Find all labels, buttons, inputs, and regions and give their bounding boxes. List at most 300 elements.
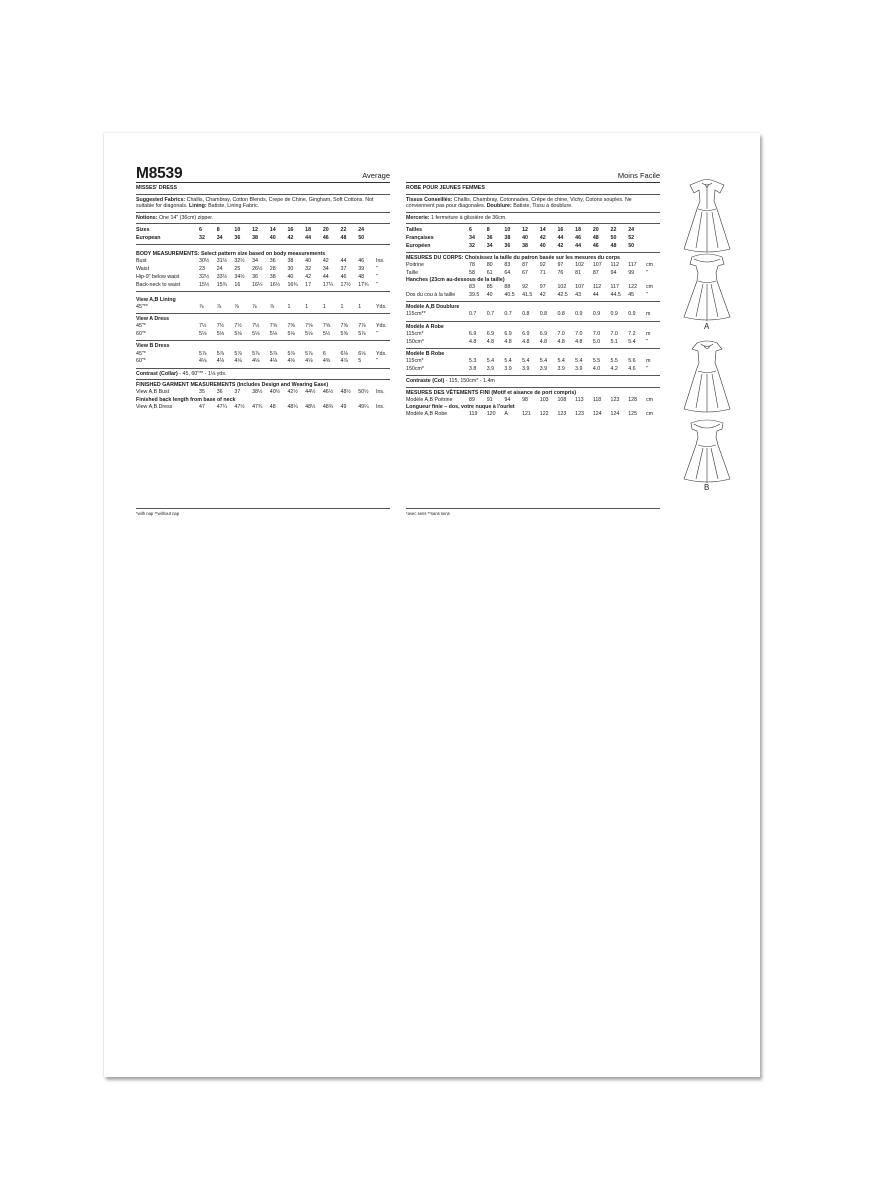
cell-value: 5⅞ — [252, 350, 260, 357]
view-b-yardage: View B Dress 45"* 5⅞ 5⅞ 5⅞ 5⅞ 5⅞ 5⅞ 5⅞ 6 6⅛ 6⅛ Yds. 60"* 4⅛ 4⅛ 4⅛ 4⅛ 4⅛ 4⅛ 4⅛ 4⅜ 4⅞ 5 " — [136, 341, 390, 368]
cell-value: 33½ — [216, 273, 227, 280]
row-label: 115cm** — [406, 311, 426, 318]
cell-value: 1 — [287, 304, 291, 311]
cell-value: 4.6 — [628, 365, 636, 372]
cell-value: 10 — [504, 227, 511, 234]
cell-value: 5.0 — [592, 338, 601, 345]
cell-value: 3.9 — [522, 365, 530, 372]
cell-value: 4⅛ — [252, 358, 260, 365]
cell-value: 34 — [486, 242, 493, 249]
french-column — [406, 163, 660, 420]
cell-value: 124 — [592, 411, 602, 418]
table-row — [406, 226, 660, 234]
table-row — [136, 265, 390, 273]
cell-value: 7⅞ — [358, 323, 366, 330]
table-row — [406, 411, 660, 419]
cell-value: 7⅝ — [322, 323, 331, 330]
cell-value: 4⅛ — [287, 358, 295, 365]
table-row — [406, 357, 660, 365]
cell-value: 0.8 — [557, 311, 565, 318]
cell-value: 6 — [199, 227, 202, 234]
cell-value: 52 — [628, 234, 635, 241]
view-a-yardage: View A Dress 45"* 7½ 7½ 7½ 7½ 7⅝ 7⅝ 7⅝ 7⅝ 7⅝ 7⅞ Yds. 60"* 5⅛ 5⅛ 5⅛ 5⅛ 5⅛ 5⅛ 5⅛ 5½ 5⅝ 5⅞ " — [136, 314, 390, 341]
cell-value: 0.8 — [522, 311, 530, 318]
cell-value: 102 — [575, 262, 584, 269]
cell-value: 14 — [539, 227, 546, 234]
cell-value: 20 — [322, 227, 329, 234]
view-a-yardage-fr: Modèle A Robe 115cm* 6.9 6.9 6.9 6.9 6.9 7.0 7.0 7.0 7.0 7.2 m 150cm* 4.8 4.8 4.8 4.8 4.8 4.8 4.8 5.0 5.1 5.4 " — [406, 322, 660, 349]
cell-value: 124 — [610, 411, 620, 418]
cell-value: ⅞ — [216, 304, 222, 311]
cell-value: 5⅞ — [269, 350, 278, 357]
table-row — [136, 323, 390, 331]
cell-value: 18 — [575, 227, 582, 234]
english-column — [136, 163, 390, 413]
cell-value: " — [376, 331, 378, 338]
table-row — [406, 311, 660, 319]
cell-value: 48¾ — [322, 403, 334, 410]
cell-value: 107 — [592, 262, 602, 269]
cell-value: 80 — [486, 262, 493, 269]
cell-value: 5.1 — [610, 338, 618, 345]
cell-value: Ins. — [376, 389, 385, 396]
cell-value: 36 — [486, 234, 493, 241]
cell-value: 12 — [522, 227, 528, 234]
cell-value: 0.7 — [504, 311, 512, 318]
cell-value: 49¼ — [358, 403, 369, 410]
cell-value: " — [646, 292, 648, 299]
cell-value: 50½ — [358, 389, 369, 396]
table-row — [406, 284, 660, 292]
cell-value: 24 — [358, 227, 365, 234]
cell-value: 16 — [557, 227, 564, 234]
cell-value: m — [646, 311, 651, 318]
cell-value: 5½ — [322, 331, 331, 338]
cell-value: 16¼ — [252, 281, 263, 288]
cell-value: 6.9 — [486, 330, 495, 337]
french-footnote: *avec sens **sans sens — [406, 508, 660, 516]
cell-value: 4.2 — [610, 365, 618, 372]
contrast-yardage-fr: Contraste (Col) - 115, 150cm* - 1.4m — [406, 376, 660, 388]
cell-value: ⅞ — [252, 304, 257, 311]
cell-value: cm — [646, 262, 654, 269]
cell-value: 1 — [358, 304, 362, 311]
finished-measurements-fr: MESURES DES VÊTEMENTS FINI (Motif et aisance de port compris) Modèle A,B Poitrine 89 91 94 98 103 108 113 118 123 128 cm Longueur finie – dos, votre nuque à l'ourlet Modèle A,B Robe 119 120 A 121 122 123 123 124 124 125 cm — [406, 388, 660, 421]
difficulty-level-fr: Moins Facile — [617, 170, 660, 180]
cell-value: 5.4 — [522, 358, 530, 365]
cell-value: 34½ — [234, 273, 245, 280]
cell-value: Yds. — [376, 304, 387, 311]
row-label: 45"* — [136, 350, 146, 357]
table-row — [406, 338, 660, 346]
cell-value: 118 — [592, 396, 602, 403]
cell-value: 16 — [287, 227, 294, 234]
cell-value: " — [646, 338, 648, 345]
cell-value: 38 — [522, 242, 528, 249]
cell-value: 5⅛ — [305, 331, 313, 338]
row-label: Taille — [406, 269, 419, 276]
cell-value: 7.2 — [628, 330, 636, 337]
cell-value: 0.9 — [592, 311, 601, 318]
cell-value: 5.5 — [610, 358, 618, 365]
cell-value: 7⅝ — [305, 323, 313, 330]
cell-value: 5.5 — [592, 358, 601, 365]
cell-value: 30½ — [199, 258, 210, 265]
row-label: Dos du cou à la taille — [406, 292, 456, 299]
cell-value: 119 — [469, 411, 478, 418]
lining-yardage: View A,B Lining 45"** ⅞ ⅞ ⅞ ⅞ ⅞ 1 1 1 1 1 Yds. — [136, 292, 390, 314]
cell-value: 128 — [628, 396, 638, 403]
cell-value: 44½ — [305, 389, 316, 396]
cell-value: 4⅛ — [199, 358, 207, 365]
cell-value: 46½ — [322, 389, 334, 396]
cell-value: 3.9 — [557, 365, 565, 372]
cell-value: 99 — [628, 269, 635, 276]
cell-value: 38 — [287, 258, 294, 265]
cell-value: 41.5 — [522, 292, 533, 299]
view-a-label: A — [704, 322, 710, 331]
pattern-number: M8539 — [136, 164, 183, 182]
contrast-yardage: Contrast (Collar) - 45, 60"** - 1⅛ yds. — [136, 369, 390, 381]
french-title-bar — [406, 163, 660, 183]
row-label: Tailles — [406, 227, 423, 234]
cell-value: 17¼ — [322, 281, 334, 288]
cell-value — [646, 226, 660, 234]
cell-value: 28 — [269, 266, 276, 273]
cell-value: cm — [646, 396, 654, 403]
cell-value: 40 — [269, 234, 276, 241]
table-row — [406, 234, 660, 242]
suggested-fabrics-fr: Tissus Conseillés: Challis, Chambray, Cotonnades, Crêpe de chine, Vichy, Cotons souples. Ne conviennent pas pour diagonales. Doublure: Batiste, Tissu à doublure. — [406, 195, 660, 213]
row-label: 60"* — [136, 358, 146, 365]
cell-value: 34 — [216, 234, 223, 241]
cell-value: 37 — [234, 389, 241, 396]
cell-value: 47½ — [234, 403, 245, 410]
row-label: View A,B Dress — [136, 403, 173, 410]
table-row — [136, 273, 390, 281]
table-row — [406, 261, 660, 269]
cell-value: 4⅛ — [305, 358, 313, 365]
cell-value: 44 — [575, 242, 582, 249]
cell-value: 0.9 — [628, 311, 636, 318]
suggested-fabrics: Suggested Fabrics: Challis, Chambray, Cotton Blends, Crepe de Chine, Gingham, Soft Cottons. Not suitable for diagonals. Lining: Batiste, Lining Fabric. — [136, 195, 390, 213]
cell-value: 1 — [305, 304, 309, 311]
cell-value: 36 — [234, 234, 241, 241]
cell-value: 5⅛ — [269, 331, 278, 338]
dress-sketch-view-a-front — [682, 251, 732, 325]
cell-value: 20 — [592, 227, 599, 234]
cell-value: 39 — [358, 266, 365, 273]
cell-value: 83 — [469, 284, 475, 291]
cell-value: 48¼ — [287, 403, 298, 410]
cell-value: 48 — [610, 242, 617, 249]
cell-value: 125 — [628, 411, 638, 418]
cell-value: 122 — [539, 411, 549, 418]
cell-value: 42 — [539, 292, 546, 299]
cell-value: 97 — [539, 284, 546, 291]
cell-value: 108 — [557, 396, 567, 403]
cell-value: 76 — [557, 269, 564, 276]
row-label: Modèle A,B Poitrine — [406, 396, 453, 403]
cell-value: 6.9 — [522, 330, 530, 337]
cell-value — [376, 234, 390, 242]
cell-value: 34 — [469, 234, 475, 241]
cell-value: 16 — [234, 281, 241, 288]
cell-value: 89 — [469, 396, 475, 403]
cell-value: 117 — [628, 262, 637, 269]
view-b-label: B — [704, 483, 710, 492]
cell-value: 121 — [522, 411, 531, 418]
cell-value: 85 — [486, 284, 493, 291]
row-label: 150cm* — [406, 338, 424, 345]
cell-value: 40 — [486, 292, 493, 299]
cell-value: 0.8 — [539, 311, 548, 318]
row-label: 115cm* — [406, 330, 424, 337]
cell-value: 5⅝ — [340, 331, 348, 338]
cell-value: 0.9 — [610, 311, 618, 318]
cell-value: 37 — [340, 266, 347, 273]
cell-value: " — [376, 358, 378, 365]
cell-value: 122 — [628, 284, 638, 291]
cell-value: 5⅞ — [305, 350, 313, 357]
cell-value: 5⅛ — [234, 331, 242, 338]
cell-value: 44 — [592, 292, 599, 299]
row-label: 115cm* — [406, 358, 424, 365]
cell-value: 5⅞ — [287, 350, 295, 357]
cell-value: 47¾ — [252, 403, 263, 410]
cell-value: 44.5 — [610, 292, 621, 299]
size-table — [136, 224, 390, 245]
table-row — [136, 303, 390, 311]
cell-value: 48 — [592, 234, 599, 241]
cell-value: 25 — [234, 266, 241, 273]
cell-value: 5⅛ — [252, 331, 260, 338]
table-row — [406, 242, 660, 250]
cell-value: 5⅞ — [199, 350, 207, 357]
row-label: Back-neck to waist — [136, 281, 181, 288]
cell-value: A — [504, 411, 508, 418]
cell-value: 5.4 — [486, 358, 495, 365]
cell-value: 61 — [486, 269, 493, 276]
cell-value: 5⅞ — [234, 350, 242, 357]
pattern-envelope-back — [104, 133, 760, 1077]
cell-value: 67 — [522, 269, 528, 276]
cell-value: 88 — [504, 284, 511, 291]
cell-value: 8 — [486, 227, 490, 234]
cell-value: 98 — [522, 396, 528, 403]
cell-value: 42½ — [287, 389, 298, 396]
cell-value: 40 — [539, 242, 546, 249]
cell-value: 5⅞ — [216, 350, 225, 357]
cell-value: 46 — [592, 242, 599, 249]
cell-value: 123 — [575, 411, 584, 418]
cell-value: 42 — [287, 234, 294, 241]
cell-value: 71 — [539, 269, 546, 276]
cell-value: 113 — [575, 396, 584, 403]
cell-value: 31½ — [216, 258, 227, 265]
cell-value: 112 — [592, 284, 602, 291]
cell-value: 24 — [216, 266, 223, 273]
row-label: 60"* — [136, 331, 146, 338]
cell-value: 40 — [305, 258, 312, 265]
cell-value: 26½ — [252, 266, 263, 273]
cell-value: 4.8 — [539, 338, 548, 345]
dress-sketch-view-a-back — [682, 175, 732, 257]
cell-value: " — [646, 269, 648, 276]
cell-value: 5.4 — [504, 358, 512, 365]
row-label: Poitrine — [406, 262, 424, 269]
cell-value: 107 — [575, 284, 584, 291]
cell-value: 22 — [610, 227, 617, 234]
cell-value: 92 — [522, 284, 528, 291]
cell-value: 42.5 — [557, 292, 568, 299]
cell-value: 40 — [522, 234, 528, 241]
row-label: Waist — [136, 266, 150, 273]
cell-value: 40 — [287, 273, 294, 280]
cell-value: 6.9 — [539, 330, 548, 337]
garment-title: MISSES' DRESS — [136, 183, 390, 195]
table-row — [136, 403, 390, 411]
cell-value: 7.0 — [610, 330, 618, 337]
cell-value: 7⅝ — [287, 323, 295, 330]
cell-value: 43 — [575, 292, 582, 299]
row-label: European — [136, 234, 161, 241]
cell-value: 48½ — [340, 389, 351, 396]
cell-value: 5⅛ — [199, 331, 207, 338]
row-label: Modèle A,B Robe — [406, 411, 448, 418]
cell-value: 5⅛ — [287, 331, 295, 338]
cell-value: 47¼ — [216, 403, 227, 410]
cell-value: 45 — [628, 292, 635, 299]
cell-value: 32½ — [234, 258, 245, 265]
cell-value: 94 — [610, 269, 617, 276]
cell-value: 0.7 — [486, 311, 495, 318]
cell-value: 3.9 — [539, 365, 548, 372]
table-row — [136, 234, 390, 242]
cell-value: 64 — [504, 269, 511, 276]
cell-value: 38 — [269, 273, 276, 280]
cell-value: 44 — [322, 273, 329, 280]
cell-value: 58 — [469, 269, 475, 276]
row-label: Bust — [136, 258, 147, 265]
table-row — [136, 358, 390, 366]
table-row — [406, 291, 660, 299]
row-label: 45"** — [136, 304, 148, 311]
body-measurements-fr: MESURES DU CORPS: Choisissez la taille du patron basée sur les mesures du corps Poitrine 78 80 83 87 92 97 102 107 112 117 cm Taille 58 61 64 67 71 76 81 87 94 99 " Hanches (23cm au-dessous de la taille) 83 85 88 92 97 102 107 112 117 122 cm Dos du cou à la taille 39.5 40 40.5 41.5 42 42.5 43 44 44.5 45 " — [406, 253, 660, 302]
cell-value: ⅞ — [199, 304, 204, 311]
cell-value: 32 — [199, 234, 205, 241]
cell-value: 5.4 — [575, 358, 583, 365]
cell-value: 3.9 — [504, 365, 512, 372]
row-label: Sizes — [136, 227, 150, 234]
cell-value: Yds. — [376, 350, 387, 357]
cell-value: 42 — [322, 258, 329, 265]
cell-value — [646, 242, 660, 250]
cell-value — [376, 226, 390, 234]
cell-value: 12 — [252, 227, 258, 234]
cell-value: ⅞ — [269, 304, 275, 311]
row-label: Hip-9" below waist — [136, 273, 180, 280]
cell-value: 49 — [340, 403, 347, 410]
cell-value — [646, 234, 660, 242]
cell-value: 4⅞ — [340, 358, 348, 365]
cell-value: 4.8 — [469, 338, 477, 345]
cell-value: 3.9 — [486, 365, 495, 372]
cell-value: 34 — [322, 266, 329, 273]
cell-value: 42 — [539, 234, 546, 241]
cell-value: m — [646, 330, 651, 337]
cell-value: ⅞ — [234, 304, 239, 311]
cell-value: 44 — [340, 258, 347, 265]
cell-value: 18 — [305, 227, 312, 234]
cell-value: 32 — [469, 242, 475, 249]
cell-value: 48 — [269, 403, 276, 410]
cell-value: 36 — [269, 258, 276, 265]
cell-value: 0.7 — [469, 311, 477, 318]
cell-value: 7½ — [234, 323, 242, 330]
cell-value: 5.4 — [539, 358, 548, 365]
cell-value: 44 — [557, 234, 564, 241]
cell-value: 16¾ — [287, 281, 298, 288]
table-row — [136, 389, 390, 397]
table-row — [406, 330, 660, 338]
cell-value: 4⅜ — [322, 358, 331, 365]
cell-value: 123 — [610, 396, 620, 403]
cell-value: 3.8 — [469, 365, 477, 372]
cell-value: 5.6 — [628, 358, 636, 365]
table-row — [136, 226, 390, 234]
cell-value: 7½ — [199, 323, 207, 330]
cell-value: 103 — [539, 396, 549, 403]
cell-value: 102 — [557, 284, 567, 291]
row-label: 150cm* — [406, 365, 424, 372]
table-row — [406, 269, 660, 277]
cell-value: " — [376, 281, 378, 288]
cell-value: 1 — [322, 304, 326, 311]
cell-value: 38 — [504, 234, 511, 241]
cell-value: 6 — [322, 350, 326, 357]
cell-value: 34 — [252, 258, 258, 265]
cell-value: 6.9 — [469, 330, 477, 337]
row-label: View A,B Bust — [136, 389, 170, 396]
cell-value: 46 — [322, 234, 329, 241]
cell-value: " — [376, 266, 378, 273]
cell-value: 24 — [628, 227, 635, 234]
cell-value: 123 — [557, 411, 567, 418]
cell-value: 16½ — [269, 281, 281, 288]
cell-value: 4.0 — [592, 365, 601, 372]
cell-value: 42 — [305, 273, 312, 280]
cell-value: 4.8 — [557, 338, 565, 345]
garment-title-fr: ROBE POUR JEUNES FEMMES — [406, 183, 660, 195]
cell-value: 38½ — [252, 389, 263, 396]
english-title-bar — [136, 163, 390, 183]
cell-value: 8 — [216, 227, 220, 234]
cell-value: 7½ — [216, 323, 225, 330]
table-row — [136, 331, 390, 339]
table-row — [136, 281, 390, 289]
cell-value: 40½ — [269, 389, 281, 396]
dress-sketch-view-b-front — [682, 415, 732, 485]
lining-yardage-fr: Modèle A,B Doublure 115cm** 0.7 0.7 0.7 0.8 0.8 0.8 0.9 0.9 0.9 0.9 m — [406, 302, 660, 321]
cell-value: 50 — [358, 234, 365, 241]
cell-value: 4⅛ — [269, 358, 278, 365]
cell-value: 83 — [504, 262, 511, 269]
cell-value: 4.8 — [486, 338, 495, 345]
cell-value: 46 — [358, 258, 365, 265]
cell-value: 5⅛ — [216, 331, 225, 338]
cell-value: 4.8 — [504, 338, 512, 345]
